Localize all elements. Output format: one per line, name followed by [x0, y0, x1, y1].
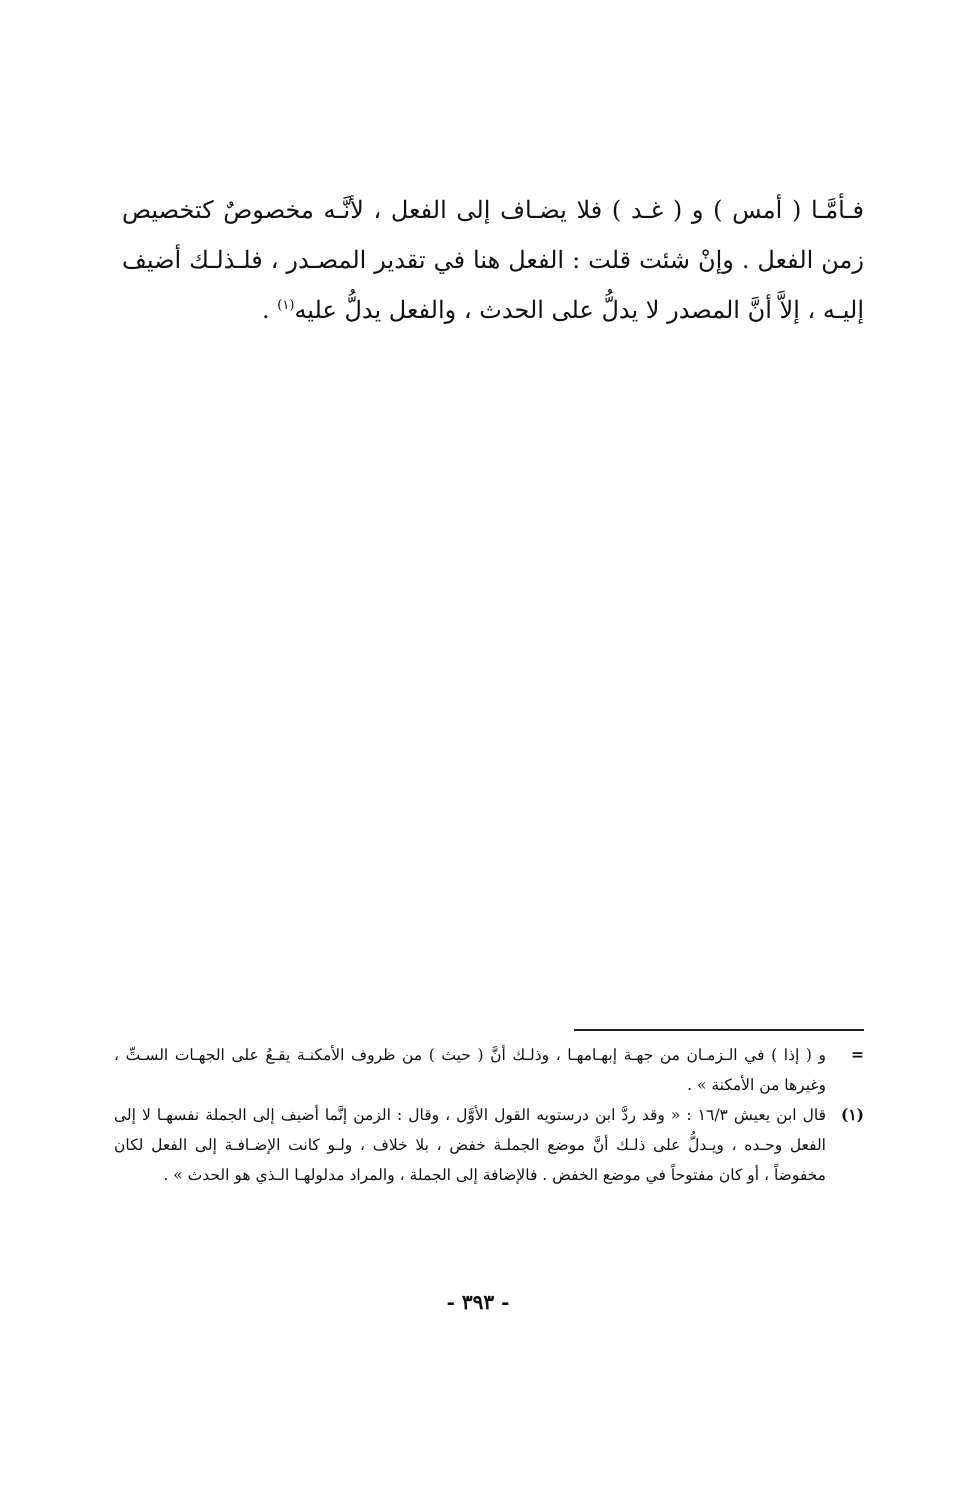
- footnote-separator: [574, 1029, 864, 1031]
- footnote-marker: =: [851, 1045, 864, 1064]
- page-number: - ٣٩٣ -: [446, 1290, 510, 1314]
- footnote-1: [114, 1100, 864, 1190]
- main-paragraph-end: .: [262, 296, 278, 324]
- footnote-text: و ( إذا ) في الـزمـان من جهـة إبهـامهـا ، وذلـك أنَّ ( حيث ) من ظروف الأمكنـة يقـعُ على الجهـات السـتِّ ، وغيرها من الأمكنة » .: [114, 1046, 826, 1094]
- footnote-continued: [114, 1040, 864, 1100]
- main-paragraph-text: فـأمَّـا ( أمس ) و ( غـد ) فلا يضـاف إلى الفعل ، لأنَّـه مخصوصٌ كتخصيص زمن الفعل . وإنْ شئت قلت : الفعل هنا في تقدير المصـدر ، فلـذلـك أضيف إليـه ، إلاَّ أنَّ المصدر لا يدلُّ على الحدث ، والفعل يدلُّ عليه: [122, 196, 864, 324]
- footnote-marker: (١): [840, 1105, 864, 1124]
- footnotes-section: [114, 1040, 864, 1190]
- footnote-reference: (١): [277, 298, 295, 313]
- main-paragraph: [122, 185, 864, 335]
- footnote-text: قال ابن يعيش ١٦/٣ : « وقد ردَّ ابن درستويه القول الأوَّل ، وقال : الزمن إنَّما أضيف إلى الجملة نفسهـا لا إلى الفعل وحـده ، ويـدلُّ على ذلـك أنَّ موضع الجملـة خفض ، بلا خلاف ، ولـو كانت الإضـافـة إلى الفعل لكان مخفوضاً ، أو كان مفتوحاً في موضع الخفض . فالإضافة إلى الجملة ، والمراد مدلولهـا الـذي هو الحدث » .: [114, 1106, 827, 1184]
